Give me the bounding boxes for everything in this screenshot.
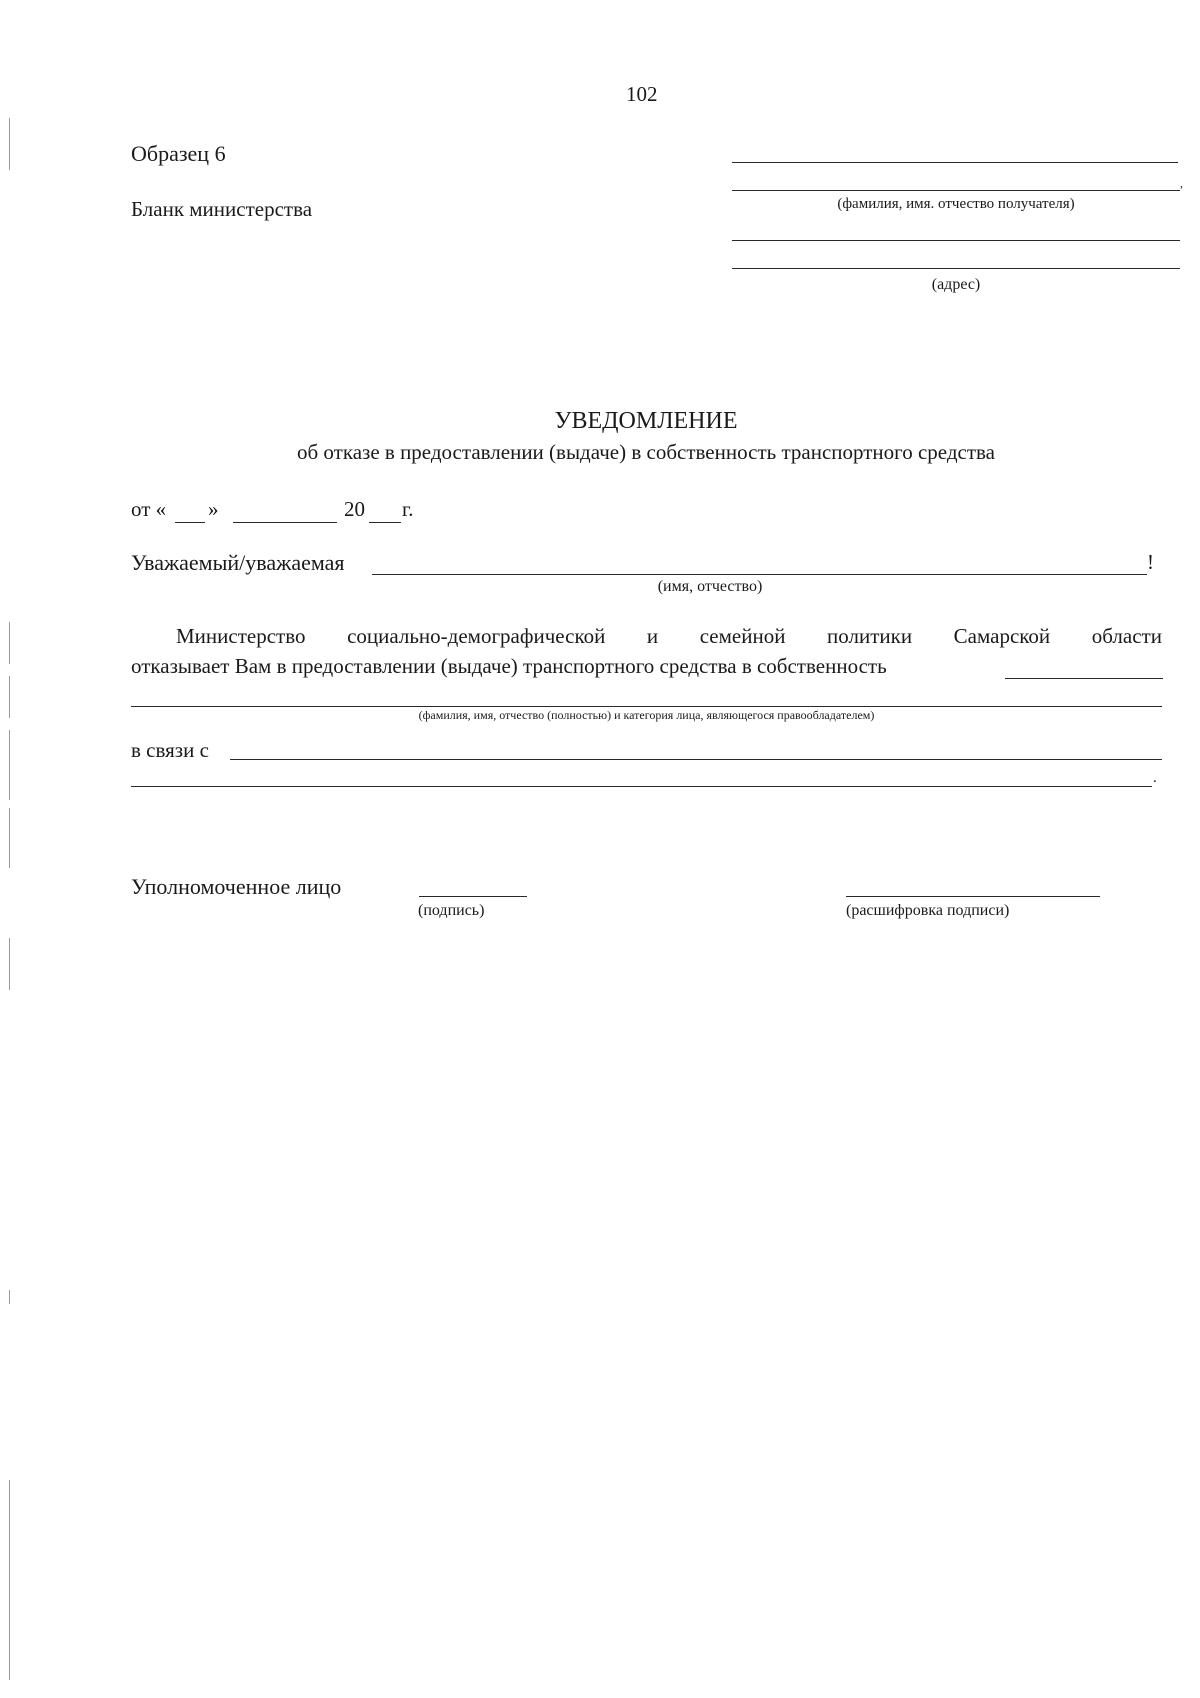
- recipient-address-line-1[interactable]: [732, 240, 1180, 241]
- date-close-quote: »: [208, 497, 219, 521]
- owner-field-line[interactable]: [131, 706, 1162, 707]
- body-word: социально-демографической: [347, 624, 606, 648]
- body-word: и: [646, 624, 659, 648]
- body-word: Министерство: [176, 624, 306, 648]
- scan-edge-mark: [9, 118, 10, 170]
- reason-field-line-1[interactable]: [230, 759, 1162, 760]
- date-year-prefix: 20: [344, 497, 365, 521]
- date-year-field[interactable]: [369, 522, 401, 523]
- sample-label: Образец 6: [131, 141, 226, 166]
- reason-label: в связи с: [131, 738, 209, 762]
- scan-edge-mark: [9, 730, 10, 800]
- date-month-field[interactable]: [233, 522, 337, 523]
- signature-name-caption: (расшифровка подписи): [846, 902, 1010, 919]
- signatory-label: Уполномоченное лицо: [131, 874, 342, 899]
- reason-end-period: .: [1153, 770, 1157, 786]
- scan-edge-mark: [9, 938, 10, 990]
- date-prefix: от «: [131, 497, 167, 521]
- page-number: 102: [626, 82, 658, 106]
- salutation-label: Уважаемый/уважаемая: [131, 550, 345, 575]
- owner-caption: (фамилия, имя, отчество (полностью) и категория лица, являющегося правообладателем): [418, 708, 875, 722]
- body-word: области: [1091, 624, 1162, 648]
- body-line-1: [176, 624, 1162, 649]
- recipient-address-caption: (адрес): [931, 276, 981, 293]
- date-year-suffix: г.: [402, 497, 414, 521]
- scan-edge-mark: [9, 622, 10, 664]
- recipient-address-line-2[interactable]: [732, 268, 1180, 269]
- reason-field-line-2[interactable]: [131, 786, 1152, 787]
- document-title: УВЕДОМЛЕНИЕ: [554, 408, 738, 434]
- salutation-caption: (имя, отчество): [657, 578, 763, 595]
- recipient-name-caption: (фамилия, имя. отчество получателя): [837, 196, 1075, 212]
- body-word: семейной: [699, 624, 786, 648]
- recipient-name-line-1[interactable]: [732, 162, 1178, 163]
- salutation-name-field[interactable]: [372, 574, 1147, 575]
- body-line-2: отказывает Вам в предоставлении (выдаче) транспортного средства в собственность: [131, 654, 887, 678]
- scan-edge-mark: [9, 1480, 10, 1680]
- signature-field[interactable]: [419, 896, 527, 897]
- salutation-exclamation: !: [1147, 550, 1154, 574]
- signature-caption: (подпись): [418, 902, 485, 919]
- recipient-comma: ,: [1180, 176, 1183, 190]
- owner-field-tail[interactable]: [1005, 678, 1163, 679]
- scan-edge-mark: [9, 808, 10, 868]
- scan-edge-mark: [9, 1290, 10, 1304]
- date-day-field[interactable]: [175, 522, 205, 523]
- recipient-name-line-2[interactable]: [732, 190, 1180, 191]
- signature-name-field[interactable]: [846, 896, 1100, 897]
- scan-edge-mark: [9, 676, 10, 718]
- body-word: Самарской: [953, 624, 1051, 648]
- body-word: политики: [827, 624, 913, 648]
- document-subtitle: об отказе в предоставлении (выдаче) в собственность транспортного средства: [297, 440, 995, 464]
- letterhead-label: Бланк министерства: [131, 197, 313, 221]
